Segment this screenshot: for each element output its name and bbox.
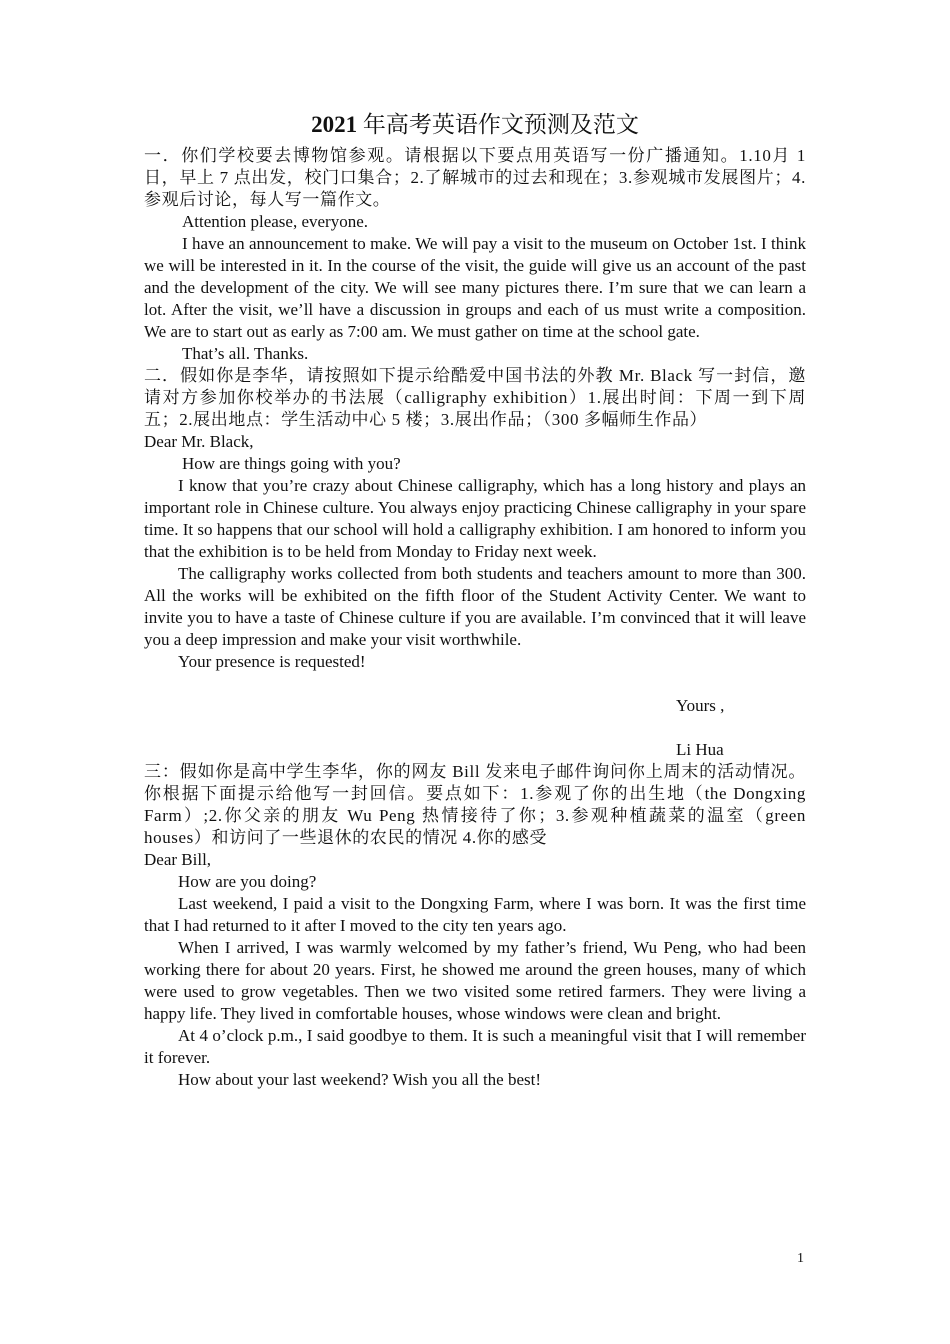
announcement-closing: That’s all. Thanks. [182,344,309,363]
letter-paragraph: The calligraphy works collected from both students and teachers amount to more than 300. All the works will be exhibited on the fifth floor of the Student Activity Center. We want to invite you to have a taste of Chinese culture if you are available. I’m convinced that it will leave you a deep impression and make your visit worthwhile. [144,564,806,649]
page-title [144,108,806,142]
title-text: 年高考英语作文预测及范文 [362,112,639,137]
task-prompt-3: 三：假如你是高中学生李华，你的网友 Bill 发来电子邮件询问你上周末的活动情况。你根据下面提示给他写一封回信。要点如下：1.参观了你的出生地（the Dongxing Farm）;2.你父亲的朋友 Wu Peng 热情接待了你；3.参观种植蔬菜的温室（green houses）和访问了一些退休的农民的情况 4.你的感受 [144,762,806,847]
letter-paragraph: Your presence is requested! [178,652,366,671]
spacer [144,673,806,695]
letter-paragraph: How are you doing? [178,872,317,891]
letter-closing: Yours , [676,696,725,715]
title-year: 2021 [311,112,358,137]
letter-paragraph: How are things going with you? [182,454,401,473]
letter-paragraph: Last weekend, I paid a visit to the Dongxing Farm, where I was born. It was the first time that I had returned to it after I moved to the city ten years ago. [144,894,806,935]
letter-signature: Li Hua [676,740,724,759]
letter-salutation: Dear Bill, [144,850,212,869]
letter-paragraph: How about your last weekend? Wish you all the best! [178,1070,542,1089]
announcement-body: I have an announcement to make. We will pay a visit to the museum on October 1st. I think we will be interested in it. In the course of the visit, the guide will give us an account of the past and the development of the city. We will see many pictures there. I’m sure that we can learn a lot. After the visit, we’ll have a discussion in groups and each of us must write a composition. We are to start out as early as 7:00 am. We must gather on time at the school gate. [144,234,806,341]
announcement-greeting: Attention please, everyone. [182,212,368,231]
page-number: 1 [797,1251,804,1266]
spacer [144,717,806,739]
letter-paragraph: At 4 o’clock p.m., I said goodbye to them. It is such a meaningful visit that I will remember it forever. [144,1026,806,1067]
document-page [144,108,806,1091]
letter-salutation: Dear Mr. Black, [144,432,254,451]
task-prompt-1: 一．你们学校要去博物馆参观。请根据以下要点用英语写一份广播通知。1.10月 1 日，早上 7 点出发，校门口集合；2.了解城市的过去和现在；3.参观城市发展图片；4.参观后讨论，每人写一篇作文。 [144,146,806,209]
task-prompt-2: 二．假如你是李华，请按照如下提示给酷爱中国书法的外教 Mr. Black 写一封信，邀请对方参加你校举办的书法展（calligraphy exhibition）1.展出时间：下周一到下周五；2.展出地点：学生活动中心 5 楼；3.展出作品；（300 多幅师生作品） [144,366,806,429]
letter-paragraph: I know that you’re crazy about Chinese calligraphy, which has a long history and plays an important role in Chinese culture. You always enjoy practicing Chinese calligraphy in your spare time. It so happens that our school will hold a calligraphy exhibition. I am honored to inform you that the exhibition is to be held from Monday to Friday next week. [144,476,806,561]
letter-paragraph: When I arrived, I was warmly welcomed by my father’s friend, Wu Peng, who had been working there for about 20 years. First, he showed me around the green houses, many of which were used to grow vegetables. Then we two visited some retired farmers. They were living a happy life. They lived in comfortable houses, whose windows were clean and bright. [144,938,806,1023]
